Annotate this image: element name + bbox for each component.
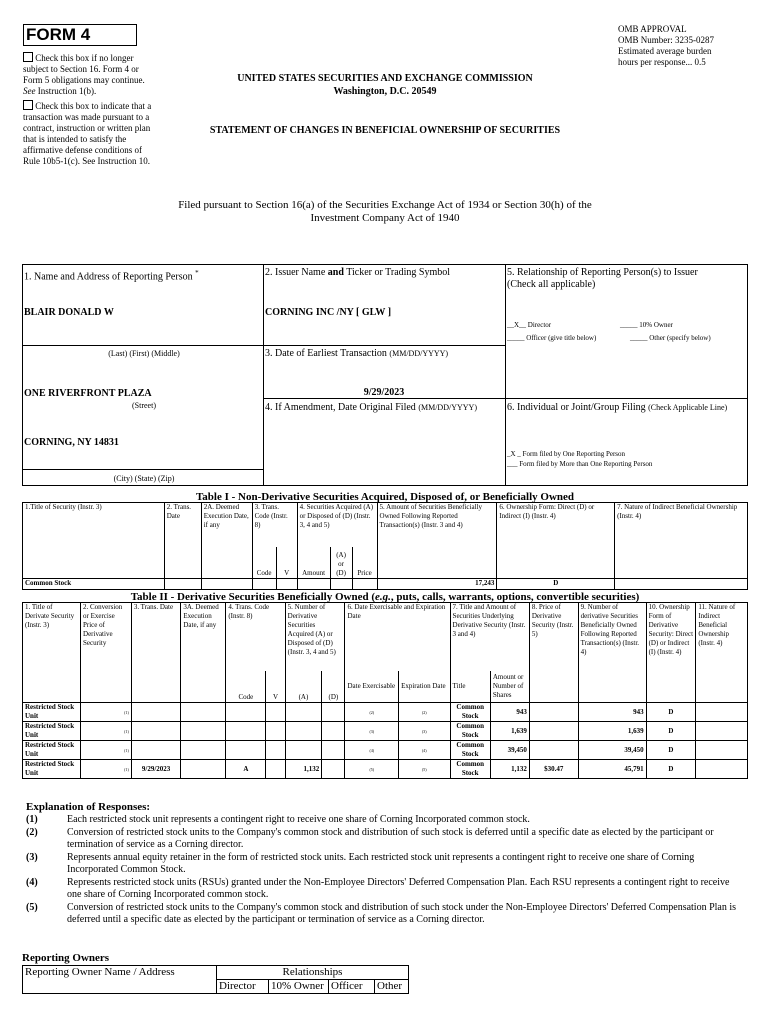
t2-head-underlying: 7. Title and Amount of Securities Underlying Derivative Security (Instr. 3 and 4)	[450, 603, 529, 671]
t2-row-nature	[696, 703, 748, 722]
explanation-text: Each restricted stock unit represents a contingent right to receive one share of Corning Incorporated common stock.	[67, 814, 530, 825]
t1-row-empty	[615, 579, 748, 590]
street-label: (Street)	[132, 401, 156, 410]
t2-row-disposed	[322, 722, 345, 741]
owners-col-officer: Officer	[329, 980, 375, 994]
explanation-item	[26, 902, 746, 927]
t2-sub-amount: Amount or Number of Shares	[490, 671, 529, 703]
checkbox-section16-see: See	[23, 86, 36, 96]
t2-row-footnote: (1)	[81, 722, 132, 741]
t2-head-number: 5. Number of Derivative Securities Acquired (A) or Disposed of (D) (Instr. 3, 4 and 5)	[285, 603, 345, 671]
filing-one-person: _X _ Form filed by One Reporting Person	[507, 450, 626, 458]
city-state-zip: CORNING, NY 14831	[24, 437, 119, 448]
t2-row-title: Common Stock	[450, 741, 490, 760]
t1-row-amount: 17,243	[377, 579, 497, 590]
t2-row-disposed	[322, 703, 345, 722]
explanation-num: (1)	[26, 814, 38, 825]
t2-row-disposed	[322, 741, 345, 760]
reporting-owners-title: Reporting Owners	[22, 952, 110, 964]
t1-row-empty	[297, 579, 330, 590]
city-label: (City) (State) (Zip)	[113, 474, 175, 483]
t2-sub-a: (A)	[285, 671, 322, 703]
t1-head-nature: 7. Nature of Indirect Beneficial Ownership (Instr. 4)	[615, 503, 748, 579]
explanation-num: (3)	[26, 851, 38, 863]
t2-row-exercisable: (3)	[345, 722, 399, 741]
t2-head-deemed: 3A. Deemed Execution Date, if any	[181, 603, 226, 703]
table2-title-a: Table II - Derivative Securities Beneficially Owned (	[130, 591, 376, 603]
t2-row-code	[226, 741, 266, 760]
owners-col-relationships: Relationships	[217, 966, 409, 980]
t2-row-exercisable: (5)	[345, 760, 399, 779]
t2-row-amount: 1,639	[490, 722, 529, 741]
t1-row-empty	[252, 579, 276, 590]
t1-row-form: D	[497, 579, 615, 590]
checkbox-section16-box[interactable]	[23, 52, 33, 62]
t2-row-price: $30.47	[529, 760, 578, 779]
t2-row-code	[226, 722, 266, 741]
owners-col-other: Other	[375, 980, 409, 994]
checkbox-section16-text: Check this box if no longer subject to Section 16. Form 4 or Form 5 obligations may continue.	[23, 53, 145, 85]
t2-row-amount: 39,450	[490, 741, 529, 760]
t2-row-code	[226, 703, 266, 722]
t2-sub-exercisable: Date Exercisable	[345, 671, 399, 703]
t2-row-disposed	[322, 760, 345, 779]
t2-head-code: 4. Trans. Code (Instr. 8)	[226, 603, 285, 671]
box6-label	[507, 402, 747, 414]
relationship-10pct: _____ 10% Owner	[620, 321, 673, 329]
t2-row-expiration: (5)	[399, 760, 450, 779]
box1-label	[24, 267, 199, 283]
t1-row-empty	[164, 579, 201, 590]
omb-line-1: OMB APPROVAL	[618, 24, 687, 34]
grid-line-a	[22, 345, 506, 346]
t2-row-title: Common Stock	[450, 722, 490, 741]
grid-divider-1	[263, 264, 264, 486]
t2-row-form: D	[646, 760, 696, 779]
owners-col-director: Director	[217, 980, 269, 994]
reporting-person-name: BLAIR DONALD W	[24, 307, 114, 318]
t2-row-owned: 1,639	[578, 722, 646, 741]
t2-row-expiration: (4)	[399, 741, 450, 760]
t2-row-security: Restricted Stock Unit	[23, 741, 81, 760]
box6-label-sub: (Check Applicable Line)	[648, 403, 728, 412]
t2-head-title: 1. Title of Derivate Security (Instr. 3)	[23, 603, 81, 703]
box3-label-text: 3. Date of Earliest Transaction	[265, 348, 387, 359]
t2-row-date	[131, 741, 181, 760]
filed-pursuant: Filed pursuant to Section 16(a) of the Securities Exchange Act of 1934 or Section 30(h) of the Investment Company Act of 1940	[178, 199, 592, 224]
explanation-item	[26, 814, 746, 827]
omb-line-4: hours per response... 0.5	[618, 57, 706, 67]
explanation-text: Represents annual equity retainer in the form of restricted stock units. Each restricted stock unit represents a contingent right to receive one share of Corning Incorporated Common Stock.	[67, 851, 695, 875]
explanation-num: (5)	[26, 901, 38, 913]
relationship-officer: _____ Officer (give title below)	[507, 334, 597, 342]
grid-divider-2	[505, 264, 506, 486]
t2-row-amount: 1,132	[490, 760, 529, 779]
table1	[22, 502, 748, 590]
box5-label-sub: (Check all applicable)	[507, 279, 596, 290]
t2-row-date	[131, 703, 181, 722]
t2-row-acquired	[285, 703, 322, 722]
t2-row-v	[266, 703, 285, 722]
owners-col-name: Reporting Owner Name / Address	[23, 966, 217, 994]
explanation-num: (2)	[26, 826, 38, 838]
t2-row	[23, 760, 748, 779]
checkbox-10b5-box[interactable]	[23, 100, 33, 110]
t2-head-conversion: 2. Conversion or Exercise Price of Derivative Security	[81, 603, 132, 703]
t1-head-ownership: 6. Ownership Form: Direct (D) or Indirect (I) (Instr. 4)	[497, 503, 615, 579]
t2-head-date: 3. Trans. Date	[131, 603, 181, 703]
table1-title: Table I - Non-Derivative Securities Acquired, Disposed of, or Beneficially Owned	[195, 491, 575, 503]
t1-head-amount: 5. Amount of Securities Beneficially Owned Following Reported Transaction(s) (Instr. 3 and 4)	[377, 503, 497, 579]
box5-label-text: 5. Relationship of Reporting Person(s) to Issuer	[507, 267, 698, 278]
form-title: FORM 4	[26, 25, 91, 44]
t2-row-nature	[696, 722, 748, 741]
owners-col-10pct: 10% Owner	[269, 980, 329, 994]
t1-row-empty	[276, 579, 297, 590]
earliest-transaction-date: 9/29/2023	[363, 387, 405, 398]
omb-line-2: OMB Number: 3235-0287	[618, 35, 714, 45]
explanation-item	[26, 877, 746, 902]
t2-row-acquired	[285, 722, 322, 741]
commission-city: Washington, D.C. 20549	[333, 86, 437, 97]
relationship-director: __X__ Director	[507, 321, 552, 329]
t1-sub-aord: (A) or (D)	[330, 547, 352, 579]
explanation-text: Conversion of restricted stock units to the Company's common stock and distribution of such stock is deferred until a specific date as elected by the participant or termination of service as a Corning director.	[67, 826, 714, 850]
relationship-other: _____ Other (specify below)	[630, 334, 711, 342]
t2-row-acquired	[285, 741, 322, 760]
reporting-owners-table	[22, 965, 409, 994]
table2-title-b: , puts, calls, warrants, options, convertible securities)	[390, 591, 640, 603]
name-parts-label: (Last) (First) (Middle)	[108, 349, 180, 358]
t1-head-deemed: 2A. Deemed Execution Date, if any	[201, 503, 252, 579]
t2-sub-d: (D)	[322, 671, 345, 703]
t2-row-title: Common Stock	[450, 703, 490, 722]
t2-row-nature	[696, 760, 748, 779]
box2-label-a: 2. Issuer Name	[265, 267, 326, 278]
t2-head-form: 10. Ownership Form of Derivative Security: Direct (D) or Indirect (I) (Instr. 4)	[646, 603, 696, 703]
t2-row-deemed	[181, 760, 226, 779]
t2-row	[23, 703, 748, 722]
box2-label-and: and	[327, 267, 344, 278]
box4-label	[265, 402, 477, 414]
t2-row	[23, 741, 748, 760]
t1-sub-amount: Amount	[297, 547, 330, 579]
t1-sub-v: V	[276, 547, 297, 579]
t2-row-deemed	[181, 741, 226, 760]
box1-label-text: 1. Name and Address of Reporting Person	[24, 271, 193, 283]
explanation-item	[26, 827, 746, 852]
t2-row-title: Common Stock	[450, 760, 490, 779]
explanation-text: Conversion of restricted stock units to the Company's common stock and distribution of such stock under the Non-Employee Directors' Deferred Compensation Plan is deferred until a specific date as elected by the participant or termination of service as a Corning director.	[67, 901, 737, 925]
statement-title: STATEMENT OF CHANGES IN BENEFICIAL OWNERSHIP OF SECURITIES	[209, 125, 561, 136]
box3-format: (MM/DD/YYYY)	[389, 349, 449, 358]
t2-row	[23, 722, 748, 741]
t1-sub-price: Price	[352, 547, 377, 579]
explanation-text: Represents restricted stock units (RSUs) granted under the Non-Employee Directors' Deferred Compensation Plan. Each RSU represents a contingent right to receive one share of Corning Incorporated common stock.	[67, 876, 730, 900]
t2-sub-v: V	[266, 671, 285, 703]
t2-head-nature: 11. Nature of Indirect Beneficial Ownership (Instr. 4)	[696, 603, 748, 703]
t2-row-owned: 39,450	[578, 741, 646, 760]
t2-row-acquired: 1,132	[285, 760, 322, 779]
t2-row-owned: 943	[578, 703, 646, 722]
table2	[22, 602, 748, 779]
t1-sub-code: Code	[252, 547, 276, 579]
t2-row-deemed	[181, 722, 226, 741]
street-address: ONE RIVERFRONT PLAZA	[24, 388, 152, 399]
t2-row-date: 9/29/2023	[131, 760, 181, 779]
t2-head-owned: 9. Number of derivative Securities Beneficially Owned Following Reported Transaction(s) (Instr. 4)	[578, 603, 646, 703]
t2-row-footnote: (1)	[81, 703, 132, 722]
t2-row-footnote: (1)	[81, 741, 132, 760]
t2-sub-expiration: Expiration Date	[399, 671, 450, 703]
grid-line-c	[22, 469, 264, 470]
t2-row-security: Restricted Stock Unit	[23, 703, 81, 722]
t2-row-security: Restricted Stock Unit	[23, 722, 81, 741]
table2-title-eg: e.g.	[375, 591, 391, 603]
checkbox-10b5-text: Check this box to indicate that a transaction was made pursuant to a contract, instruction or written plan that is intended to satisfy the affirmative defense conditions of Rule 10b5-1(c). See Instruction 10.	[23, 101, 152, 166]
t2-row-footnote: (1)	[81, 760, 132, 779]
box2-label-b: Ticker or Trading Symbol	[346, 267, 451, 278]
t2-row-date	[131, 722, 181, 741]
t1-row-empty	[330, 579, 352, 590]
explanation-list	[26, 814, 746, 927]
checkbox-10b5	[23, 100, 153, 167]
t2-sub-code: Code	[226, 671, 266, 703]
t1-head-acquired: 4. Securities Acquired (A) or Disposed of (D) (Instr. 3, 4 and 5)	[297, 503, 377, 547]
t2-row-price	[529, 703, 578, 722]
t1-row-empty	[201, 579, 252, 590]
t2-row-exercisable: (2)	[345, 703, 399, 722]
t2-row-form: D	[646, 722, 696, 741]
box4-format: (MM/DD/YYYY)	[418, 403, 477, 412]
t2-row-expiration: (2)	[399, 703, 450, 722]
t2-row-v	[266, 741, 285, 760]
t2-row-v	[266, 722, 285, 741]
box2-label	[265, 267, 450, 279]
explanation-num: (4)	[26, 876, 38, 888]
t1-head-title: 1.Title of Security (Instr. 3)	[23, 503, 165, 579]
t2-row-v	[266, 760, 285, 779]
checkbox-section16-instr: Instruction 1(b).	[37, 86, 97, 96]
t2-row-price	[529, 722, 578, 741]
t2-row-security: Restricted Stock Unit	[23, 760, 81, 779]
t2-sub-title: Title	[450, 671, 490, 703]
box3-label	[265, 348, 448, 360]
t2-row-code: A	[226, 760, 266, 779]
t2-row-form: D	[646, 703, 696, 722]
t1-head-date: 2. Trans. Date	[164, 503, 201, 579]
box6-label-text: 6. Individual or Joint/Group Filing	[507, 402, 646, 413]
filing-more-persons: ___ Form filed by More than One Reporting Person	[507, 460, 653, 468]
t2-row-form: D	[646, 741, 696, 760]
explanation-title: Explanation of Responses:	[26, 801, 151, 813]
t1-row-security: Common Stock	[23, 579, 165, 590]
t2-head-exercisable: 6. Date Exercisable and Expiration Date	[345, 603, 450, 671]
box5-label	[507, 267, 747, 291]
checkbox-section16	[23, 52, 153, 97]
reporting-person-grid	[22, 264, 748, 486]
issuer-name: CORNING INC /NY [ GLW ]	[265, 307, 392, 318]
t2-row-deemed	[181, 703, 226, 722]
t1-head-code: 3. Trans. Code (Instr. 8)	[252, 503, 297, 547]
t2-row-owned: 45,791	[578, 760, 646, 779]
t2-row-exercisable: (4)	[345, 741, 399, 760]
t2-row-expiration: (3)	[399, 722, 450, 741]
t2-head-price: 8. Price of Derivative Security (Instr. 5)	[529, 603, 578, 703]
t1-row	[23, 579, 748, 590]
t2-row-price	[529, 741, 578, 760]
omb-approval	[618, 24, 758, 68]
t1-row-empty	[352, 579, 377, 590]
explanation-item	[26, 852, 746, 877]
omb-line-3: Estimated average burden	[618, 46, 712, 56]
t2-row-amount: 943	[490, 703, 529, 722]
t2-row-nature	[696, 741, 748, 760]
box1-label-star: *	[195, 269, 199, 277]
box4-label-text: 4. If Amendment, Date Original Filed	[265, 402, 416, 413]
commission-name: UNITED STATES SECURITIES AND EXCHANGE COMMISSION	[237, 73, 533, 84]
